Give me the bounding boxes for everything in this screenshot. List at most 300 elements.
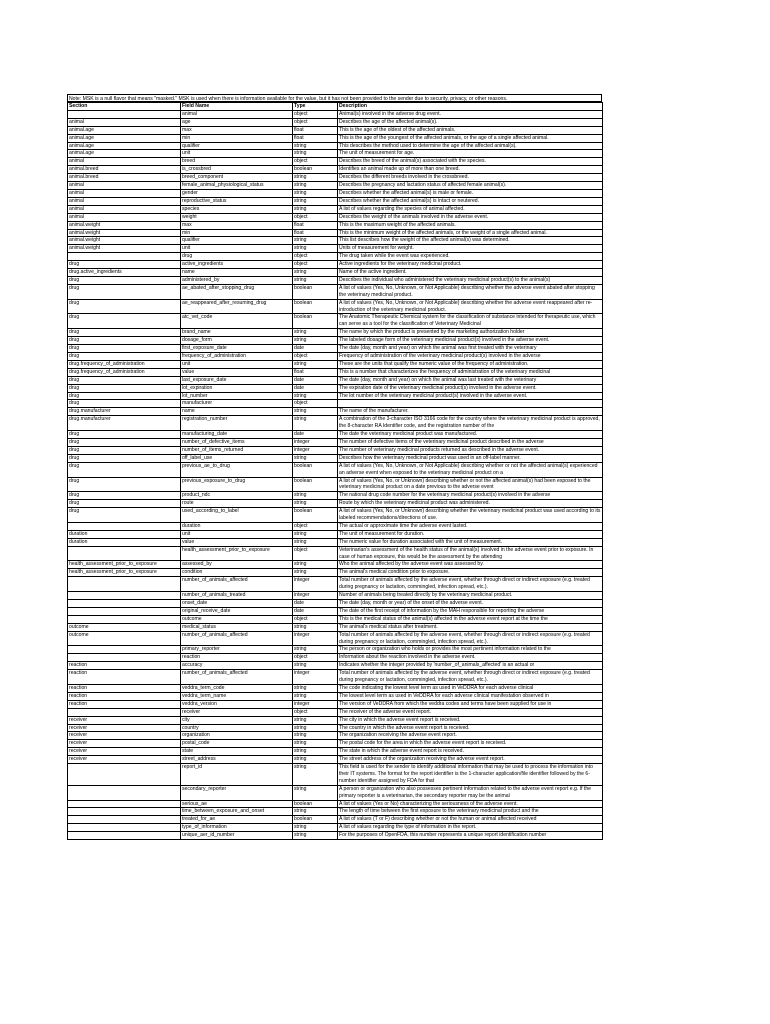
description-cell: The postal code for the area in which the adverse event report is received. bbox=[338, 740, 603, 748]
type-cell: string bbox=[293, 500, 338, 508]
type-cell: string bbox=[293, 684, 338, 692]
type-cell: string bbox=[293, 538, 338, 546]
field-name-cell: number_of_items_returned bbox=[181, 446, 293, 454]
description-cell: The labeled dosage form of the veterinary medicinal product(s) involved in the adverse event. bbox=[338, 337, 603, 345]
table-row bbox=[68, 269, 603, 277]
type-cell: string bbox=[293, 454, 338, 462]
table-row bbox=[68, 299, 603, 314]
field-name-cell: min bbox=[181, 134, 293, 142]
type-cell: string bbox=[293, 182, 338, 190]
description-cell: Describes whether the affected animal(s) is intact or neutered. bbox=[338, 197, 603, 205]
type-cell: boolean bbox=[293, 508, 338, 523]
field-name-cell: name bbox=[181, 269, 293, 277]
field-name-cell: country bbox=[181, 724, 293, 732]
type-cell: object bbox=[293, 400, 338, 408]
field-name-cell: registration_number bbox=[181, 416, 293, 431]
section-cell: drug bbox=[68, 431, 181, 439]
section-cell bbox=[68, 764, 181, 786]
type-cell: date bbox=[293, 600, 338, 608]
field-name-cell: dosage_form bbox=[181, 337, 293, 345]
field-name-cell: reaction bbox=[181, 654, 293, 662]
table-row bbox=[68, 684, 603, 692]
field-name-cell: city bbox=[181, 716, 293, 724]
section-cell bbox=[68, 592, 181, 600]
type-cell: string bbox=[293, 329, 338, 337]
type-cell: boolean bbox=[293, 299, 338, 314]
field-name-cell: unit bbox=[181, 360, 293, 368]
description-cell: The Anatomic Therapeutic Chemical system for the classification of substance intended for therapeutic use, which can serve as a tool for the classification of Veterinary Medicinal bbox=[338, 314, 603, 329]
section-cell: drug bbox=[68, 446, 181, 454]
description-cell: A list of values (Yes, No, or Unknown) describing whether the veterinary medicinal product was used according to its labeled recommendations/directions of use. bbox=[338, 508, 603, 523]
field-name-cell: receiver bbox=[181, 708, 293, 716]
table-row bbox=[68, 189, 603, 197]
table-row bbox=[68, 174, 603, 182]
header-row bbox=[68, 103, 603, 111]
description-cell: This is the maximum weight of the affected animals. bbox=[338, 221, 603, 229]
description-cell: This list describes how the weight of the affected animal(s) was determined. bbox=[338, 237, 603, 245]
table-row bbox=[68, 492, 603, 500]
table-row bbox=[68, 392, 603, 400]
type-cell: object bbox=[293, 158, 338, 166]
description-cell: The name by which the product is presented by the marketing authorization holder bbox=[338, 329, 603, 337]
section-cell: animal.age bbox=[68, 150, 181, 158]
section-cell bbox=[68, 808, 181, 816]
type-cell: float bbox=[293, 229, 338, 237]
table-row bbox=[68, 182, 603, 190]
field-name-cell: state bbox=[181, 748, 293, 756]
table-row bbox=[68, 748, 603, 756]
table-row bbox=[68, 607, 603, 615]
field-name-cell: active_ingredients bbox=[181, 261, 293, 269]
type-cell: string bbox=[293, 692, 338, 700]
table-row bbox=[68, 376, 603, 384]
field-name-cell: gender bbox=[181, 189, 293, 197]
field-name-cell: route bbox=[181, 500, 293, 508]
table-row bbox=[68, 314, 603, 329]
field-name-cell: atc_vet_code bbox=[181, 314, 293, 329]
type-cell: string bbox=[293, 492, 338, 500]
section-cell: drug bbox=[68, 284, 181, 299]
description-cell: A list of values regarding the species of animal affected. bbox=[338, 205, 603, 213]
table-row bbox=[68, 600, 603, 608]
masked-note: Note: MSK is a null flavor that means "masked." MSK is used when there is information available for the value, but it has not been provided to the sender due to security, privacy, or other reasons. bbox=[67, 94, 602, 102]
field-table bbox=[67, 102, 603, 840]
description-cell: The drug taken while the event was experienced. bbox=[338, 253, 603, 261]
section-cell: animal bbox=[68, 118, 181, 126]
description-cell: The unit of measurement for duration. bbox=[338, 530, 603, 538]
type-cell: object bbox=[293, 353, 338, 361]
type-cell: object bbox=[293, 261, 338, 269]
field-name-cell: name bbox=[181, 408, 293, 416]
description-cell: The version of VeDDRA from which the veddra codes and terms have been supplied for use in bbox=[338, 700, 603, 708]
type-cell: string bbox=[293, 189, 338, 197]
section-cell: outcome bbox=[68, 631, 181, 646]
section-cell: reaction bbox=[68, 692, 181, 700]
field-name-cell: report_id bbox=[181, 764, 293, 786]
type-cell: string bbox=[293, 824, 338, 832]
table-row bbox=[68, 253, 603, 261]
section-header: Section bbox=[68, 103, 181, 111]
field-name-cell: number_of_animals_affected bbox=[181, 670, 293, 685]
table-row bbox=[68, 654, 603, 662]
field-name-cell: duration bbox=[181, 522, 293, 530]
field-name-header: Field Name bbox=[181, 103, 293, 111]
description-cell: Information about the reaction involved in the adverse event. bbox=[338, 654, 603, 662]
table-row bbox=[68, 500, 603, 508]
description-cell: Describes the individual who administered the veterinary medicinal product(s) to the animal(s) bbox=[338, 276, 603, 284]
description-cell: The animal's medical status after treatment. bbox=[338, 623, 603, 631]
section-cell: drug.frequency_of_administration bbox=[68, 360, 181, 368]
section-cell bbox=[68, 708, 181, 716]
field-name-cell: max bbox=[181, 221, 293, 229]
type-cell: date bbox=[293, 607, 338, 615]
field-name-cell: veddra_term_name bbox=[181, 692, 293, 700]
section-cell: animal.breed bbox=[68, 166, 181, 174]
section-cell: animal bbox=[68, 158, 181, 166]
description-cell: The city in which the adverse event report is received. bbox=[338, 716, 603, 724]
section-cell: animal.age bbox=[68, 134, 181, 142]
description-cell: This describes the method used to determine the age of the affected animal(s). bbox=[338, 142, 603, 150]
field-name-cell: breed bbox=[181, 158, 293, 166]
section-cell: drug bbox=[68, 261, 181, 269]
field-name-cell: used_according_to_label bbox=[181, 508, 293, 523]
section-cell: reaction bbox=[68, 700, 181, 708]
description-cell: A combination of the 3-character ISO 3166 code for the country where the veterinary medicinal product is approved, the 8-character RA Identifier code, and the registration number of the bbox=[338, 416, 603, 431]
section-cell: drug bbox=[68, 299, 181, 314]
description-header: Description bbox=[338, 103, 603, 111]
section-cell: health_assessment_prior_to_exposure bbox=[68, 569, 181, 577]
field-name-cell: number_of_animals_affected bbox=[181, 631, 293, 646]
field-name-cell: postal_code bbox=[181, 740, 293, 748]
description-cell bbox=[338, 400, 603, 408]
type-cell: string bbox=[293, 530, 338, 538]
section-cell bbox=[68, 785, 181, 800]
section-cell: receiver bbox=[68, 732, 181, 740]
type-cell: string bbox=[293, 142, 338, 150]
type-cell: float bbox=[293, 221, 338, 229]
description-cell: This is the medical status of the animal(s) affected in the adverse event report at the time the bbox=[338, 615, 603, 623]
table-row bbox=[68, 408, 603, 416]
description-cell: The date of the first receipt of information by the MAH responsible for reporting the adverse bbox=[338, 607, 603, 615]
table-row bbox=[68, 197, 603, 205]
description-cell: Describes whether the affected animal(s) is male or female. bbox=[338, 189, 603, 197]
section-cell: animal.weight bbox=[68, 245, 181, 253]
type-cell: string bbox=[293, 360, 338, 368]
field-name-cell: assessed_by bbox=[181, 561, 293, 569]
table-row bbox=[68, 670, 603, 685]
table-row bbox=[68, 150, 603, 158]
table-row bbox=[68, 213, 603, 221]
section-cell: drug bbox=[68, 314, 181, 329]
type-cell: object bbox=[293, 213, 338, 221]
description-cell: The national drug code number for the veterinary medicinal product(s) involved in the adverse bbox=[338, 492, 603, 500]
type-cell: date bbox=[293, 431, 338, 439]
table-row bbox=[68, 546, 603, 561]
type-cell: string bbox=[293, 756, 338, 764]
type-cell: float bbox=[293, 126, 338, 134]
type-cell: string bbox=[293, 832, 338, 840]
table-row bbox=[68, 808, 603, 816]
description-cell: The date (day, month and year) on which the animal was last treated with the veterinary bbox=[338, 376, 603, 384]
section-cell: animal.breed bbox=[68, 174, 181, 182]
field-name-cell: time_between_exposure_and_onset bbox=[181, 808, 293, 816]
description-cell: Describes the pregnancy and lactation status of affected female animal(s). bbox=[338, 182, 603, 190]
section-cell: drug bbox=[68, 376, 181, 384]
table-row bbox=[68, 237, 603, 245]
field-name-cell: first_exposure_date bbox=[181, 345, 293, 353]
description-cell: A list of values (Yes, No, or Unknown) describing whether or not the affected animal(s) had been exposed to the veterinary medicinal product on a date previous to the adverse event bbox=[338, 477, 603, 492]
type-cell: string bbox=[293, 408, 338, 416]
type-cell: string bbox=[293, 732, 338, 740]
section-cell: drug bbox=[68, 500, 181, 508]
type-cell: boolean bbox=[293, 314, 338, 329]
section-cell: receiver bbox=[68, 748, 181, 756]
field-name-cell: last_exposure_date bbox=[181, 376, 293, 384]
field-name-cell: condition bbox=[181, 569, 293, 577]
description-cell: The lot number of the veterinary medicinal product(s) involved in the adverse event. bbox=[338, 392, 603, 400]
type-cell: object bbox=[293, 708, 338, 716]
field-name-cell: number_of_animals_affected bbox=[181, 577, 293, 592]
field-name-cell: serious_ae bbox=[181, 800, 293, 808]
type-cell: string bbox=[293, 748, 338, 756]
type-cell: object bbox=[293, 522, 338, 530]
type-cell: string bbox=[293, 245, 338, 253]
description-cell: These are the units that qualify the numeric value of the frequency of administration. bbox=[338, 360, 603, 368]
section-cell: drug bbox=[68, 384, 181, 392]
section-cell: duration bbox=[68, 530, 181, 538]
section-cell: animal bbox=[68, 197, 181, 205]
type-cell: integer bbox=[293, 438, 338, 446]
description-cell: Indicates whether the integer provided by 'number_of_animals_affected' is an actual or bbox=[338, 662, 603, 670]
field-name-cell: min bbox=[181, 229, 293, 237]
type-cell: string bbox=[293, 337, 338, 345]
field-name-cell: health_assessment_prior_to_exposure bbox=[181, 546, 293, 561]
field-name-cell: unit bbox=[181, 530, 293, 538]
section-cell: receiver bbox=[68, 740, 181, 748]
table-row bbox=[68, 400, 603, 408]
table-row bbox=[68, 134, 603, 142]
description-cell: The unit of measurement for age. bbox=[338, 150, 603, 158]
table-row bbox=[68, 205, 603, 213]
field-name-cell: female_animal_physiological_status bbox=[181, 182, 293, 190]
field-name-cell: unit bbox=[181, 245, 293, 253]
table-row bbox=[68, 462, 603, 477]
description-cell: The date (day, month and year) on which the animal was first treated with the veterinary bbox=[338, 345, 603, 353]
field-name-cell: outcome bbox=[181, 615, 293, 623]
description-cell: The actual or approximate time the adverse event lasted. bbox=[338, 522, 603, 530]
type-cell: object bbox=[293, 546, 338, 561]
section-cell bbox=[68, 646, 181, 654]
field-name-cell: value bbox=[181, 538, 293, 546]
field-name-cell: veddra_version bbox=[181, 700, 293, 708]
section-cell: reaction bbox=[68, 662, 181, 670]
table-row bbox=[68, 110, 603, 118]
description-cell: Units of measurement for weight. bbox=[338, 245, 603, 253]
description-cell: A list of values regarding the type of information in the report. bbox=[338, 824, 603, 832]
section-cell: duration bbox=[68, 538, 181, 546]
table-row bbox=[68, 126, 603, 134]
table-row bbox=[68, 569, 603, 577]
field-name-cell: ae_reappeared_after_resuming_drug bbox=[181, 299, 293, 314]
field-name-cell: previous_exposure_to_drug bbox=[181, 477, 293, 492]
section-cell: animal.weight bbox=[68, 237, 181, 245]
section-cell: drug bbox=[68, 477, 181, 492]
section-cell: receiver bbox=[68, 716, 181, 724]
type-cell: string bbox=[293, 808, 338, 816]
description-cell: Describes the age of the affected animal(s). bbox=[338, 118, 603, 126]
table-row bbox=[68, 732, 603, 740]
description-cell: The expiration date of the veterinary medicinal product(s) involved in the adverse event. bbox=[338, 384, 603, 392]
table-row bbox=[68, 360, 603, 368]
description-cell: Total number of animals affected by the adverse event, whether through direct or indirect exposure (e.g. treated during pregnancy or lactation, commingled, infection spread, etc.). bbox=[338, 631, 603, 646]
type-cell: boolean bbox=[293, 477, 338, 492]
description-cell: The number of defective items of the veterinary medicinal product described in the adverse bbox=[338, 438, 603, 446]
field-name-cell: secondary_reporter bbox=[181, 785, 293, 800]
table-row bbox=[68, 538, 603, 546]
table-row bbox=[68, 353, 603, 361]
type-cell: float bbox=[293, 368, 338, 376]
section-cell: drug bbox=[68, 400, 181, 408]
section-cell: drug bbox=[68, 508, 181, 523]
type-cell: object bbox=[293, 615, 338, 623]
description-cell: A list of values (T or F) describing whether or not the human or animal affected received bbox=[338, 816, 603, 824]
field-name-cell: type_of_information bbox=[181, 824, 293, 832]
section-cell: animal bbox=[68, 189, 181, 197]
description-cell: Number of animals being treated directly by the veterinary medicinal product. bbox=[338, 592, 603, 600]
table-row bbox=[68, 229, 603, 237]
type-cell: integer bbox=[293, 577, 338, 592]
table-row bbox=[68, 158, 603, 166]
table-row bbox=[68, 530, 603, 538]
table-row bbox=[68, 261, 603, 269]
table-row bbox=[68, 832, 603, 840]
section-cell bbox=[68, 654, 181, 662]
description-cell: The street address of the organization receiving the adverse event report. bbox=[338, 756, 603, 764]
field-reference-sheet bbox=[67, 94, 602, 840]
description-cell: This is the age of the oldest of the affected animals. bbox=[338, 126, 603, 134]
table-row bbox=[68, 166, 603, 174]
type-cell: string bbox=[293, 785, 338, 800]
section-cell bbox=[68, 816, 181, 824]
type-cell: object bbox=[293, 253, 338, 261]
field-name-cell: animal bbox=[181, 110, 293, 118]
table-row bbox=[68, 245, 603, 253]
type-cell: string bbox=[293, 623, 338, 631]
section-cell bbox=[68, 522, 181, 530]
section-cell: drug bbox=[68, 392, 181, 400]
type-cell: boolean bbox=[293, 462, 338, 477]
field-name-cell: unit bbox=[181, 150, 293, 158]
section-cell bbox=[68, 600, 181, 608]
section-cell: receiver bbox=[68, 756, 181, 764]
table-row bbox=[68, 221, 603, 229]
description-cell: The name of the manufacturer. bbox=[338, 408, 603, 416]
table-row bbox=[68, 716, 603, 724]
section-cell: receiver bbox=[68, 724, 181, 732]
description-cell: Who the animal affected by the adverse event was assessed by. bbox=[338, 561, 603, 569]
field-name-cell: max bbox=[181, 126, 293, 134]
section-cell bbox=[68, 607, 181, 615]
field-name-cell: medical_status bbox=[181, 623, 293, 631]
section-cell: drug bbox=[68, 462, 181, 477]
table-row bbox=[68, 615, 603, 623]
field-name-cell: species bbox=[181, 205, 293, 213]
section-cell bbox=[68, 110, 181, 118]
section-cell: outcome bbox=[68, 623, 181, 631]
table-row bbox=[68, 438, 603, 446]
field-name-cell: product_ndc bbox=[181, 492, 293, 500]
type-cell: date bbox=[293, 376, 338, 384]
description-cell: Active ingredients for the veterinary medicinal product. bbox=[338, 261, 603, 269]
description-cell: The animal's medical condition prior to exposure. bbox=[338, 569, 603, 577]
field-name-cell: qualifier bbox=[181, 142, 293, 150]
description-cell: This is the minimum weight of the affected animals, or the weight of a single affected animal. bbox=[338, 229, 603, 237]
type-cell: string bbox=[293, 561, 338, 569]
table-row bbox=[68, 785, 603, 800]
section-cell: drug bbox=[68, 438, 181, 446]
table-row bbox=[68, 646, 603, 654]
type-cell: string bbox=[293, 416, 338, 431]
type-cell: string bbox=[293, 276, 338, 284]
field-name-cell: manufacturer bbox=[181, 400, 293, 408]
description-cell: Describes the different breeds involved in the crossbreed. bbox=[338, 174, 603, 182]
field-name-cell: lot_number bbox=[181, 392, 293, 400]
type-cell: string bbox=[293, 237, 338, 245]
field-name-cell: frequency_of_administration bbox=[181, 353, 293, 361]
table-row bbox=[68, 740, 603, 748]
section-cell: animal.weight bbox=[68, 221, 181, 229]
description-cell: The date (day, month or year) of the onset of the adverse event. bbox=[338, 600, 603, 608]
field-name-cell: lot_expiration bbox=[181, 384, 293, 392]
type-header: Type bbox=[293, 103, 338, 111]
description-cell: The person or organization who holds or provides the most pertinent information related to the bbox=[338, 646, 603, 654]
field-name-cell: qualifier bbox=[181, 237, 293, 245]
type-cell: string bbox=[293, 716, 338, 724]
description-cell: The length of time between the first exposure to the veterinary medicinal product and the bbox=[338, 808, 603, 816]
table-row bbox=[68, 623, 603, 631]
table-row bbox=[68, 800, 603, 808]
type-cell: string bbox=[293, 392, 338, 400]
section-cell: animal bbox=[68, 205, 181, 213]
description-cell: The organization receiving the adverse event report. bbox=[338, 732, 603, 740]
field-name-cell: primary_reporter bbox=[181, 646, 293, 654]
description-cell: This is a number that characterizes the frequency of administration of the veterinary medicinal bbox=[338, 368, 603, 376]
type-cell: boolean bbox=[293, 284, 338, 299]
table-row bbox=[68, 631, 603, 646]
description-cell: The number of veterinary medicinal products returned as described in the adverse event. bbox=[338, 446, 603, 454]
section-cell: reaction bbox=[68, 684, 181, 692]
section-cell: health_assessment_prior_to_exposure bbox=[68, 561, 181, 569]
field-name-cell: reproductive_status bbox=[181, 197, 293, 205]
type-cell: string bbox=[293, 150, 338, 158]
description-cell: Animal(s) involved in the adverse drug event. bbox=[338, 110, 603, 118]
field-name-cell: off_label_use bbox=[181, 454, 293, 462]
type-cell: string bbox=[293, 764, 338, 786]
section-cell: drug.frequency_of_administration bbox=[68, 368, 181, 376]
type-cell: string bbox=[293, 646, 338, 654]
type-cell: integer bbox=[293, 446, 338, 454]
section-cell bbox=[68, 577, 181, 592]
type-cell: integer bbox=[293, 670, 338, 685]
description-cell: The state in which the adverse event report is received. bbox=[338, 748, 603, 756]
type-cell: date bbox=[293, 345, 338, 353]
table-row bbox=[68, 662, 603, 670]
table-row bbox=[68, 692, 603, 700]
description-cell: The lowest level term as used in VeDDRA for each adverse clinical manifestation observed in bbox=[338, 692, 603, 700]
field-name-cell: manufacturing_date bbox=[181, 431, 293, 439]
field-name-cell: accuracy bbox=[181, 662, 293, 670]
section-cell: drug bbox=[68, 329, 181, 337]
